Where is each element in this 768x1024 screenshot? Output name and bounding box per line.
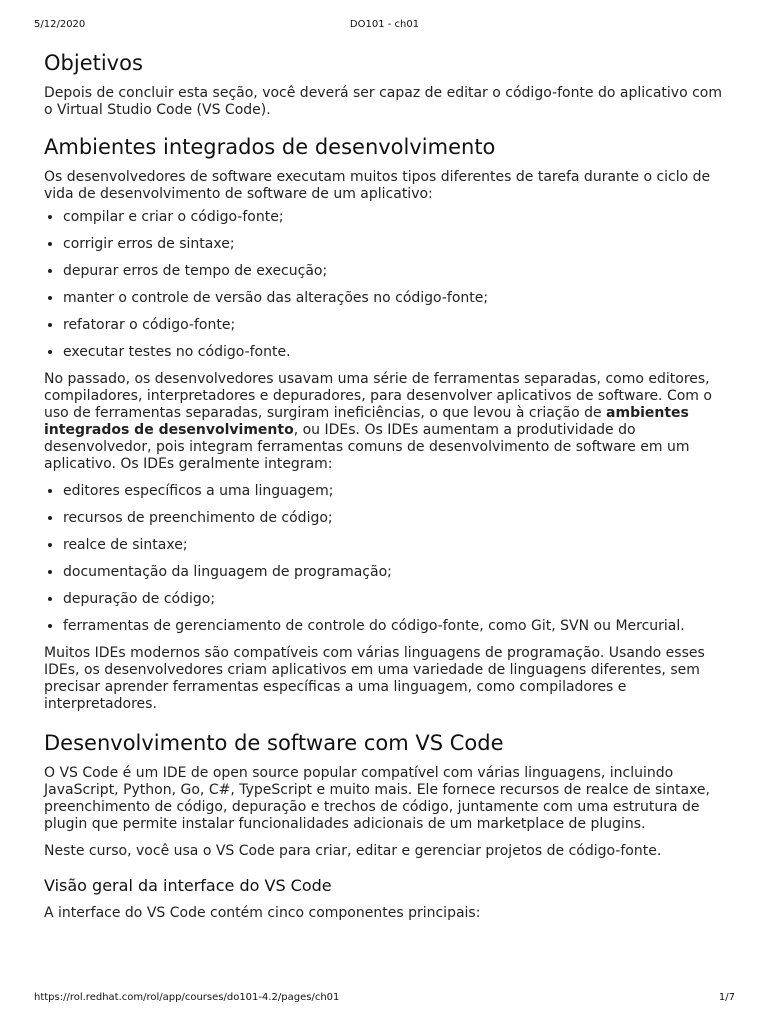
ambientes-closing: Muitos IDEs modernos são compatíveis com várias linguagens de programação. Usando esses IDEs, os desenvolvedores criam aplicativos em uma variedade de linguagens diferentes, sem precisar aprender ferramentas específicas a uma linguagem, como compiladores e interpretadores. [44, 645, 705, 712]
list-item: • editores específicos a uma linguagem; [63, 483, 734, 500]
list-item: • manter o controle de versão das alterações no código-fonte; [63, 290, 734, 307]
list-item: • ferramentas de gerenciamento de controle do código-fonte, como Git, SVN ou Mercurial. [63, 618, 734, 635]
page-number: 1/7 [718, 992, 735, 1003]
history-text-after: , ou IDEs. Os IDEs aumentam a produtividade do desenvolvedor, pois integram ferramentas comuns de desenvolvimento de software em um aplicativo. Os IDEs geralmente integram: [44, 422, 690, 472]
objetivos-paragraph: Depois de concluir esta seção, você deverá ser capaz de editar o código-fonte do aplicativo com o Virtual Studio Code (VS Code). [44, 85, 723, 118]
print-title: DO101 - ch01 [349, 19, 420, 30]
heading-visao-geral: Visão geral da interface do VS Code [44, 876, 332, 895]
list-item: • realce de sintaxe; [63, 537, 734, 554]
list-item: • corrigir erros de sintaxe; [63, 236, 734, 253]
list-item: • depuração de código; [63, 591, 734, 608]
print-date: 5/12/2020 [34, 19, 86, 30]
feature-list [44, 483, 734, 635]
list-item: • depurar erros de tempo de execução; [63, 263, 734, 280]
list-item: • executar testes no código-fonte. [63, 344, 734, 361]
list-item: • compilar e criar o código-fonte; [63, 209, 734, 226]
vscode-paragraph-2: Neste curso, você usa o VS Code para criar, editar e gerenciar projetos de código-fonte. [44, 843, 662, 859]
list-item: • recursos de preenchimento de código; [63, 510, 734, 527]
print-header [34, 19, 735, 33]
visao-paragraph: A interface do VS Code contém cinco componentes principais: [44, 905, 481, 921]
document-content [44, 49, 734, 922]
print-url: https://rol.redhat.com/rol/app/courses/do101-4.2/pages/ch01 [34, 992, 340, 1003]
task-list [44, 209, 734, 361]
vscode-paragraph-1: O VS Code é um IDE de open source popular compatível com várias linguagens, incluindo JavaScript, Python, Go, C#, TypeScript e muito mais. Ele fornece recursos de realce de sintaxe, preenchimento de código, depuração e trechos de código, juntamente com uma estrutura de plugin que permite instalar funcionalidades adicionais de um marketplace de plugins. [44, 765, 710, 832]
print-footer [34, 992, 735, 1006]
list-item: • documentação da linguagem de programação; [63, 564, 734, 581]
history-text-before: No passado, os desenvolvedores usavam uma série de ferramentas separadas, como editores, compiladores, interpretadores e depuradores, para desenvolver aplicativos de software. Com o uso de ferramentas separadas, surgiram ineficiências, o que levou à criação de [44, 371, 712, 421]
heading-ambientes: Ambientes integrados de desenvolvimento [44, 135, 496, 159]
ambientes-history [44, 371, 734, 473]
heading-vscode: Desenvolvimento de software com VS Code [44, 731, 504, 755]
list-item: • refatorar o código-fonte; [63, 317, 734, 334]
heading-objetivos: Objetivos [44, 51, 143, 75]
history-term-bold: ambientes integrados de desenvolvimento [44, 405, 689, 438]
ambientes-intro: Os desenvolvedores de software executam muitos tipos diferentes de tarefa durante o ciclo de vida de desenvolvimento de software de um aplicativo: [44, 169, 711, 202]
